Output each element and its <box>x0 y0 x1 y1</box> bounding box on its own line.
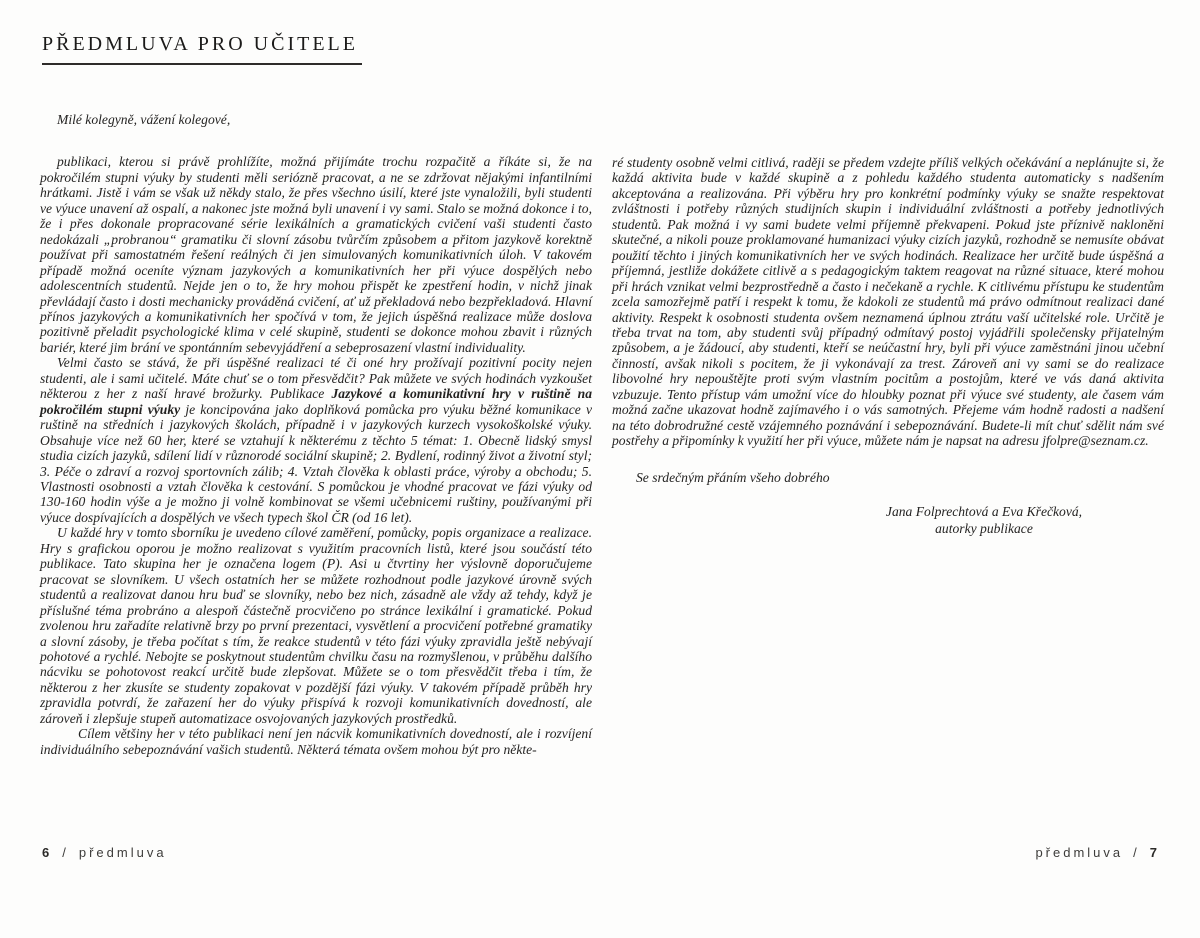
signature-role: autorky publikace <box>935 521 1033 537</box>
left-text-column <box>40 112 592 757</box>
paragraph: publikaci, kterou si právě prohlížíte, možná přijímáte trochu rozpačitě a říkáte si, že na pokročilém stupni výuky by studenti měli seriózně pracovat, a ne se zdržovat nějakými infantilními hrátkami. Jistě i vám se však už někdy stalo, že přes všechno úsilí, které jste vynaložili, byli studenti ve výuce unavení až ospalí, a nakonec jste možná byli unavení i vy sami. Stalo se možná dokonce i to, že i přes dokonale propracované série lexikálních a gramatických cvičení vaši studenti často nedokázali „probranou“ gramatiku či slovní zásobu tvůrčím způsobem a přitom jazykově korektně používat při samostatném řešení reálných či jen simulovaných komunikativních úloh. V takovém případě možná oceníte význam jazykových a komunikativních her při výuce dospělých nebo adolescentních studentů. Nejde jen o to, že hry mohou přispět ke zpestření hodin, v nichž jinak převládají často i dosti mechanicky prováděná cvičení, ať už překladová nebo bezpřekladová. Hlavní přínos jazykových a komunikativních her spočívá v tom, že jejich úspěšná realizace může doslova pozitivně přeladit psychologické klima v celé skupině, studenti se dokonce mohou zbavit i různých bariér, které jim brání ve spontánním sebevyjádření a sebeprosazení vlastní individuality. <box>40 154 592 355</box>
footer-left <box>42 845 167 860</box>
right-text-column <box>612 155 1164 537</box>
section-label: předmluva <box>1035 845 1124 860</box>
footer-right <box>1035 845 1160 860</box>
section-label: předmluva <box>78 845 167 860</box>
paragraph <box>40 355 592 525</box>
paragraph: ré studenty osobně velmi citlivá, raději se předem vzdejte příliš velkých očekávání a neplánujte si, že každá aktivita bude v každé skupině a z pohledu každého studenta automaticky s nadšením akceptována a realizována. Při výběru hry pro konkrétní podmínky výuky se snažte respektovat zvláštnosti i potřeby různých studijních skupin i individuální zvláštnosti a potřeby jednotlivých studentů. Pak možná i vy sami budete velmi příjemně překvapeni. Pokud jste příznivě nakloněni skutečné, a nikoli pouze proklamované humanizaci výuky cizích jazyků, rozhodně se nemusíte obávat použití těchto i jiných komunikativních her ve svých hodinách. Realizace her určitě bude úspěšná a příjemná, jestliže dokážete citlivě a s pedagogickým taktem reagovat na různé situace, které mohou při hrách vznikat velmi bezprostředně a často i nečekaně a rychle. K citlivému přístupu ke studentům zcela samozřejmě patří i respekt k tomu, že kdokoli ze studentů má právo odmítnout realizaci dané aktivity. Respekt k osobnosti studenta ovšem neznamená úplnou ztrátu vaší učitelské role. Určitě je třeba trvat na tom, aby studenti svůj případný odmítavý postoj vyjádřili společensky přijatelným způsobem, a je žádoucí, aby studenti, kteří se neúčastní hry, byli při výuce zaměstnáni jinou učební činností, avšak nikoli s pocitem, že ji vykonávají za trest. Zároveň ani vy sami se do realizace libovolné hry nepouštějte proti svým vlastním pocitům a postojům, které ve vás daná aktivita vzbuzuje. Tento přístup vám umožní více do hloubky poznat při výuce své studenty, ale časem vám možná začne ukazovat hodně zajímavého i o vás samotných. Přejeme vám hodně radosti a nadšení na této dobrodružné cestě vzájemného poznávání i sebepoznávání. Budete-li mít chuť sdělit nám své postřehy a připomínky k využití her při výuce, můžete nám je napsat na adresu jfolpre@seznam.cz. <box>612 155 1164 449</box>
footer-separator: / <box>62 845 69 860</box>
closing-line: Se srdečným přáním všeho dobrého <box>636 469 830 485</box>
paragraph: U každé hry v tomto sborníku je uvedeno cílové zaměření, pomůcky, popis organizace a realizace. Hry s grafickou oporou je možno realizovat s využitím pracovních listů, které jsou součástí této publikace. Tato skupina her je označena logem (P). Asi u čtvrtiny her výslovně doporučujeme pracovat se slovníkem. U všech ostatních her se můžete rozhodnout podle jazykové úrovně svých studentů a realizovat danou hru buď se slovníky, nebo bez nich, zásadně ale vždy až tehdy, když je příslušné téma probráno a alespoň částečně procvičeno po stránce lexikální i gramatické. Pokud zvolenou hru zařadíte relativně brzy po první prezentaci, vysvětlení a procvičení potřebné gramatiky a slovní zásoby, je třeba počítat s tím, že reakce studentů v této fázi výuky zpravidla ještě nebývají pohotové a rychlé. Nebojte se poskytnout studentům chvilku času na rozmyšlenou, v průběhu dalšího nácviku se pohotovost reakcí určitě bude zlepšovat. Můžete se o tom přesvědčit třeba i tím, že některou z her zkusíte se studenty zopakovat v pozdější fázi výuky. V takovém případě průběh hry zpravidla potvrdí, že zařazení her do výuky přispívá k rozvoji komunikativních dovedností, ale zároveň i zlepšuje stupeň automatizace osvojovaných jazykových prostředků. <box>40 525 592 726</box>
paragraph-text: je koncipována jako doplňková pomůcka pro výuku běžné komunikace v ruštině na středních i jazykových školách, případně i v jazykových kurzech vysokoškolské výuky. Obsahuje více než 60 her, které se vztahují k některému z těchto 5 témat: 1. Obecně lidský smysl studia cizích jazyků, sdílení lidí v různorodé sociální skupině; 2. Bydlení, rodinný život a životní styl; 3. Péče o zdraví a rozvoj sportovních zálib; 4. Vztah člověka k oblasti práce, výroby a obchodu; 5. Vlastnosti osobnosti a vztah člověka k cestování. S pomůckou je vhodné pracovat ve fázi výuky od 130-160 hodin výše a je možno ji volně kombinovat se všemi učebnicemi ruštiny, používanými při výuce dospívajících a dospělých ve všech typech škol ČR (od 16 let). <box>40 401 592 525</box>
paragraph: Cílem většiny her v této publikaci není jen nácvik komunikativních dovedností, ale i rozvíjení individuálního sebepoznávání vašich studentů. Některá témata ovšem mohou být pro někte- <box>40 726 592 757</box>
signature-block <box>804 503 1164 537</box>
publication-title-emphasis: Jazykové a komunikativní hry v ruštině na pokročilém stupni výuky <box>40 386 592 417</box>
greeting-line: Milé kolegyně, vážení kolegové, <box>57 112 231 127</box>
footer-separator: / <box>1133 845 1140 860</box>
page-number: 7 <box>1149 845 1160 860</box>
page-title: PŘEDMLUVA PRO UČITELE <box>42 33 362 65</box>
paragraph-text: Velmi často se stává, že při úspěšné realizaci té či oné hry prožívají pozitivní pocity nejen studenti, ale i sami učitelé. Máte chuť se o tom přesvědčit? Pak můžete ve svých hodinách vyzkoušet některou z her z naší hravé brožurky. Publikace <box>40 355 592 402</box>
signature-authors: Jana Folprechtová a Eva Křečková, <box>885 504 1083 520</box>
page-number: 6 <box>42 845 53 860</box>
